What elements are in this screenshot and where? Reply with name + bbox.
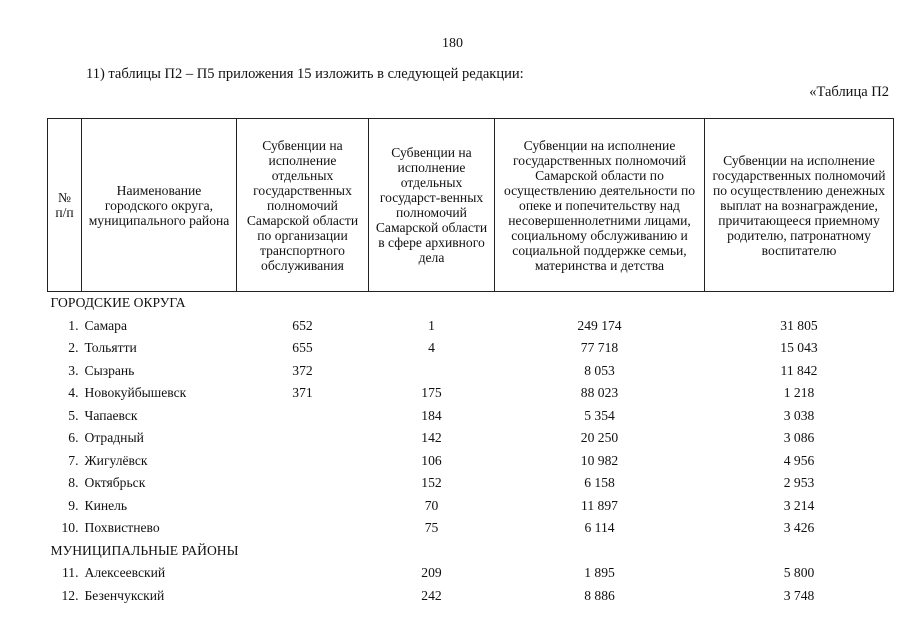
foster-payments-value: 4 956 (783, 452, 815, 468)
transport-value (237, 427, 369, 450)
foster-payments-value: 3 038 (783, 407, 815, 423)
table-row (48, 562, 894, 585)
intro-text: 11) таблицы П2 – П5 приложения 15 изложить в следующей редакции: (86, 66, 524, 82)
table-body (48, 292, 894, 608)
foster-payments-value: 3 426 (783, 520, 815, 536)
municipality-name: Сызрань (84, 362, 135, 378)
table-row (48, 517, 894, 540)
transport-value (237, 585, 369, 608)
archive-value: 175 (421, 385, 442, 401)
guardianship-value: 8 053 (584, 362, 615, 378)
archive-value: 152 (421, 475, 442, 491)
transport-value: 371 (292, 385, 313, 401)
municipality-name: Октябрьск (84, 475, 146, 491)
foster-payments-value: 15 043 (780, 340, 818, 356)
guardianship-value: 249 174 (577, 317, 622, 333)
archive-value: 75 (424, 520, 439, 536)
subventions-table (47, 118, 894, 607)
archive-value: 106 (421, 452, 442, 468)
transport-value (237, 517, 369, 540)
municipality-name: Алексеевский (84, 565, 166, 581)
row-number: 2. (68, 340, 79, 356)
table-header (48, 119, 894, 292)
transport-value (237, 405, 369, 428)
transport-value: 652 (292, 317, 313, 333)
section-row (48, 292, 894, 315)
table-row (48, 360, 894, 383)
guardianship-value: 5 354 (584, 407, 615, 423)
municipality-name: Безенчукский (84, 587, 165, 603)
guardianship-value: 8 886 (584, 587, 615, 603)
transport-value (237, 495, 369, 518)
foster-payments-value: 5 800 (783, 565, 815, 581)
archive-value (369, 360, 495, 383)
archive-value: 184 (421, 407, 442, 423)
section-title: МУНИЦИПАЛЬНЫЕ РАЙОНЫ (50, 542, 239, 558)
table-row (48, 427, 894, 450)
header-num: № п/п (48, 119, 82, 292)
header-guardianship: Субвенции на исполнение государственных полномочий Самарской области по осуществлению деятельности по опеке и попечительству над несовершеннолетними лицами, социальному обслуживанию и социальной поддержке семьи, материнства и детства (495, 119, 705, 292)
table-row (48, 315, 894, 338)
archive-value: 242 (421, 587, 442, 603)
row-number: 11. (62, 565, 79, 581)
guardianship-value: 88 023 (580, 385, 619, 401)
header-transport: Субвенции на исполнение отдельных государственных полномочий Самарской области по организации транспортного обслуживания (237, 119, 369, 292)
row-number: 4. (68, 385, 79, 401)
foster-payments-value: 3 748 (783, 587, 815, 603)
guardianship-value: 77 718 (580, 340, 619, 356)
archive-value: 142 (421, 430, 442, 446)
archive-value: 4 (428, 340, 435, 356)
guardianship-value: 11 897 (581, 497, 618, 513)
header-foster-payments: Субвенции на исполнение государственных полномочий по осуществлению денежных выплат на вознаграждение, причитающееся приемному родителю, патронатному воспитателю (705, 119, 894, 292)
foster-payments-value: 11 842 (780, 362, 818, 378)
foster-payments-value: 1 218 (783, 385, 815, 401)
guardianship-value: 6 114 (584, 520, 615, 536)
section-title: ГОРОДСКИЕ ОКРУГА (50, 295, 186, 311)
row-number: 5. (68, 407, 79, 423)
table-row (48, 382, 894, 405)
header-name: Наименование городского округа, муниципального района (82, 119, 237, 292)
archive-value: 1 (428, 317, 435, 333)
municipality-name: Чапаевск (84, 407, 138, 423)
row-number: 1. (68, 317, 79, 333)
transport-value: 655 (292, 340, 313, 356)
foster-payments-value: 2 953 (783, 475, 815, 491)
row-number: 3. (68, 362, 79, 378)
foster-payments-value: 3 214 (783, 497, 815, 513)
municipality-name: Новокуйбышевск (84, 385, 187, 401)
municipality-name: Тольятти (84, 340, 137, 356)
table-caption: «Таблица П2 (809, 84, 889, 100)
table-row (48, 405, 894, 428)
guardianship-value: 6 158 (584, 475, 615, 491)
row-number: 12. (61, 587, 79, 603)
foster-payments-value: 3 086 (783, 430, 815, 446)
municipality-name: Отрадный (84, 430, 144, 446)
transport-value (237, 562, 369, 585)
municipality-name: Похвистнево (84, 520, 160, 536)
table-row (48, 495, 894, 518)
guardianship-value: 1 895 (584, 565, 615, 581)
table-row (48, 472, 894, 495)
row-number: 7. (68, 452, 79, 468)
row-number: 9. (68, 497, 79, 513)
archive-value: 209 (421, 565, 442, 581)
municipality-name: Жигулёвск (84, 452, 148, 468)
transport-value: 372 (292, 362, 313, 378)
guardianship-value: 20 250 (580, 430, 619, 446)
transport-value (237, 472, 369, 495)
transport-value (237, 450, 369, 473)
table-row (48, 450, 894, 473)
row-number: 10. (61, 520, 79, 536)
municipality-name: Самара (84, 317, 127, 333)
foster-payments-value: 31 805 (780, 317, 818, 333)
table-row (48, 337, 894, 360)
guardianship-value: 10 982 (580, 452, 619, 468)
row-number: 8. (68, 475, 79, 491)
section-row (48, 540, 894, 563)
row-number: 6. (68, 430, 79, 446)
table-row (48, 585, 894, 608)
page-number: 180 (442, 36, 463, 51)
municipality-name: Кинель (84, 497, 128, 513)
archive-value: 70 (424, 497, 439, 513)
header-archive: Субвенции на исполнение отдельных государст-венных полномочий Самарской области в сфере архивного дела (369, 119, 495, 292)
